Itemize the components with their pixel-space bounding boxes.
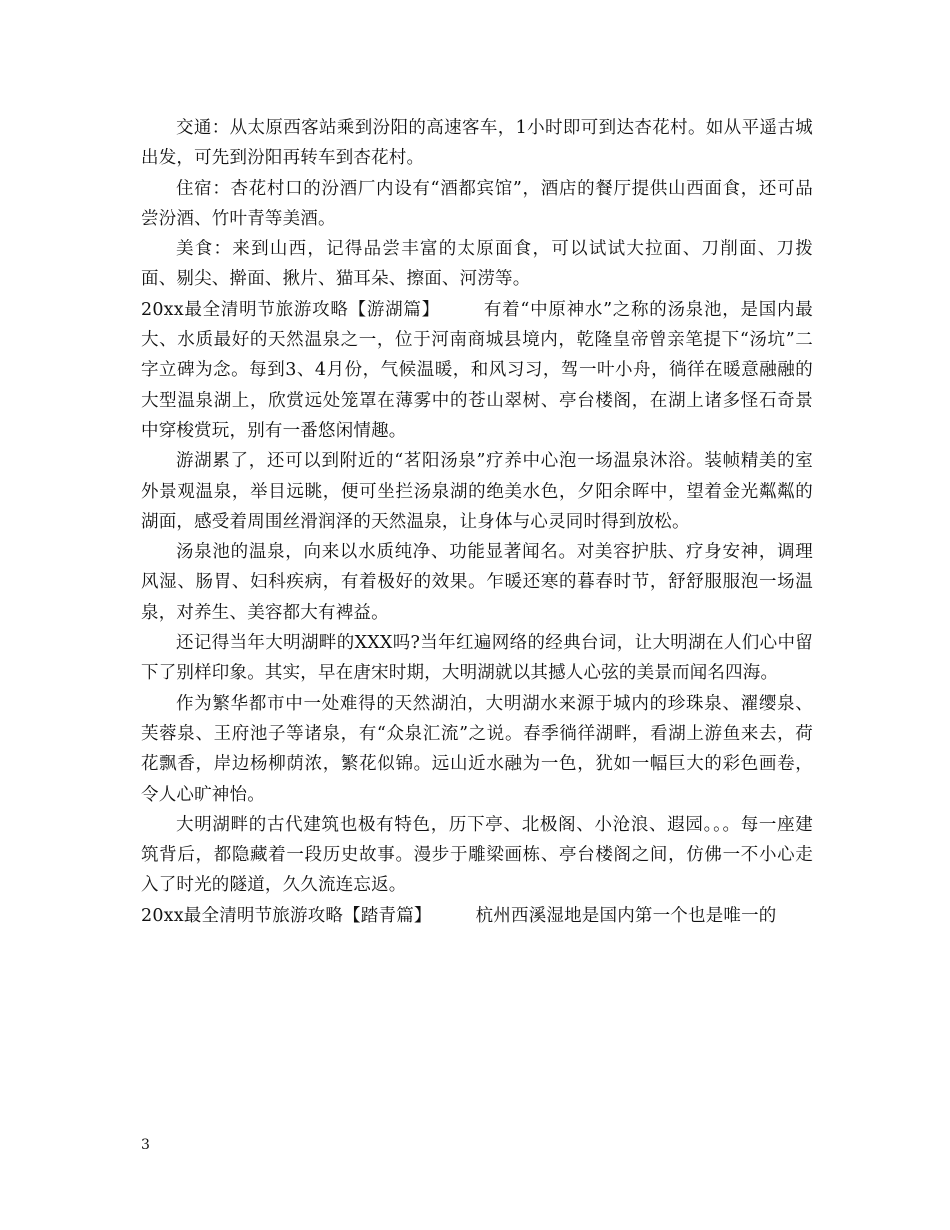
page-number: 3	[141, 1137, 150, 1153]
section-spring-outing	[141, 901, 813, 931]
paragraph-lodging: 住宿：杏花村口的汾酒厂内设有“酒都宾馆”，酒店的餐厅提供山西面食，还可品尝汾酒、竹叶青等美酒。	[141, 178, 813, 229]
paragraph-daming-lake-springs: 作为繁华都市中一处难得的天然湖泊，大明湖水来源于城内的珍珠泉、濯缨泉、芙蓉泉、王府池子等诸泉，有“众泉汇流”之说。春季徜徉湖畔，看湖上游鱼来去，荷花飘香，岸边杨柳荫浓，繁花似锦。远山近水融为一色，犹如一幅巨大的彩色画卷，令人心旷神怡。	[141, 693, 813, 805]
paragraph-food: 美食：来到山西，记得品尝丰富的太原面食，可以试试大拉面、刀削面、刀拨面、剔尖、擀面、揪片、猫耳朵、擦面、河涝等。	[141, 239, 813, 290]
section-heading-spring-outing: 20xx最全清明节旅游攻略【踏青篇】	[141, 905, 432, 926]
section-text-spring-outing: 杭州西溪湿地是国内第一个也是唯一的	[475, 905, 777, 926]
paragraph-daming-lake-architecture: 大明湖畔的古代建筑也极有特色，历下亭、北极阁、小沧浪、遐园。。。每一座建筑背后，都隐藏着一段历史故事。漫步于雕梁画栋、亭台楼阁之间，仿佛一不小心走入了时光的隧道，久久流连忘返。	[141, 814, 813, 896]
paragraph-transport: 交通：从太原西客站乘到汾阳的高速客车，1小时即可到达杏花村。如从平遥古城出发，可先到汾阳再转车到杏花村。	[141, 118, 813, 169]
document-body	[141, 113, 813, 931]
paragraph-hot-spring-benefits: 汤泉池的温泉，向来以水质纯净、功能显著闻名。对美容护肤、疗身安神，调理风湿、肠胃、妇科疾病，有着极好的效果。乍暖还寒的暮春时节，舒舒服服泡一场温泉，对养生、美容都大有裨益。	[141, 542, 813, 623]
section-heading-lake-tour: 20xx最全清明节旅游攻略【游湖篇】	[141, 299, 440, 320]
paragraph-daming-lake-intro: 还记得当年大明湖畔的XXX吗?当年红遍网络的经典台词，让大明湖在人们心中留下了别样印象。其实，早在唐宋时期，大明湖就以其撼人心弦的美景而闻名四海。	[141, 633, 813, 684]
paragraph-hot-spring-bath: 游湖累了，还可以到附近的“茗阳汤泉”疗养中心泡一场温泉沐浴。装帧精美的室外景观温泉，举目远眺，便可坐拦汤泉湖的绝美水色，夕阳余晖中，望着金光粼粼的湖面，感受着周围丝滑润泽的天然温泉，让身体与心灵同时得到放松。	[141, 451, 813, 532]
section-text-lake-tour: 有着“中原神水”之称的汤泉池，是国内最大、水质最好的天然温泉之一，位于河南商城县境内，乾隆皇帝曾亲笔提下“汤坑”二字立碑为念。每到3、4月份，气候温暖，和风习习，驾一叶小舟，徜徉在暖意融融的大型温泉湖上，欣赏远处笼罩在薄雾中的苍山翠树、亭台楼阁，在湖上诸多怪石奇景中穿梭赏玩，别有一番悠闲情趣。	[141, 299, 813, 441]
section-lake-tour	[141, 295, 813, 446]
